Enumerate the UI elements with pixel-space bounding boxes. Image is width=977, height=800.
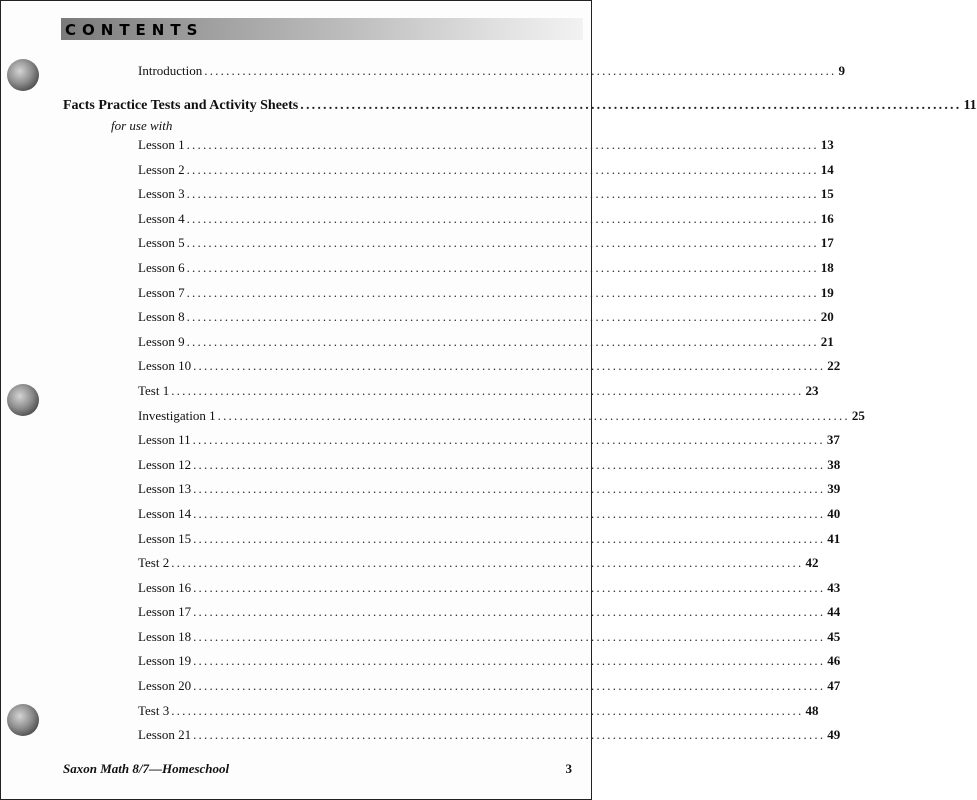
dot-leader: .................................................................................................................... [193, 579, 826, 595]
toc-entry-label: Lesson 5 [138, 235, 185, 251]
toc-entry-label: Lesson 14 [138, 505, 192, 521]
dot-leader: .................................................................................................................... [193, 628, 826, 644]
toc-entry-page: 47 [827, 678, 841, 694]
toc-entry-label: Lesson 10 [138, 358, 192, 374]
dot-leader: .................................................................................................................... [300, 98, 962, 113]
toc-entry-label: Lesson 17 [138, 604, 192, 620]
toc-entry-page: 42 [805, 555, 819, 571]
contents-heading: CONTENTS [65, 21, 204, 39]
toc-entry [138, 604, 841, 629]
toc-entry-page: 17 [820, 235, 834, 251]
toc-entry [138, 161, 834, 187]
toc-entry-label: Lesson 4 [138, 210, 185, 226]
dot-leader: .................................................................................................................... [186, 284, 819, 300]
toc-entry-label: Lesson 6 [138, 259, 185, 275]
toc-entry-label: Introduction [138, 63, 203, 78]
toc-entry-page: 38 [827, 456, 841, 472]
dot-leader: .................................................................................................................... [193, 604, 826, 620]
toc-entry [138, 432, 840, 457]
dot-leader: .................................................................................................................... [193, 456, 826, 472]
dot-leader: .................................................................................................................... [171, 702, 804, 718]
toc-entry-label: Lesson 2 [138, 161, 185, 177]
toc-entry [138, 653, 841, 678]
toc-entry [138, 358, 841, 383]
toc-entry [138, 235, 834, 260]
toc-entry-label: Lesson 12 [138, 456, 192, 472]
toc-entry [138, 628, 841, 654]
toc-entry-page: 44 [827, 604, 841, 620]
binder-hole-icon [7, 704, 39, 736]
dot-leader: .................................................................................................................... [186, 137, 819, 152]
toc-entry-page: 20 [820, 309, 834, 325]
toc-entry-label: Lesson 15 [138, 530, 192, 546]
dot-leader: .................................................................................................................... [186, 186, 819, 202]
toc-entry-page: 43 [827, 579, 841, 595]
toc-entry-label: Lesson 8 [138, 309, 185, 325]
toc-entry [138, 382, 819, 408]
section-title: Facts Practice Tests and Activity Sheets [63, 98, 299, 113]
toc-entry-page: 19 [820, 284, 834, 300]
toc-entry-label: Lesson 9 [138, 333, 185, 349]
binder-hole-icon [7, 59, 39, 91]
toc-entry-page: 21 [820, 333, 834, 349]
toc-entry-page: 25 [851, 407, 865, 423]
toc-entry-page: 23 [805, 382, 819, 398]
toc-entry-label: Investigation 1 [138, 407, 216, 423]
toc-entry-page: 45 [827, 628, 841, 644]
toc-entry-page: 14 [820, 161, 834, 177]
toc-entry [138, 702, 819, 728]
toc-entry [138, 210, 834, 236]
toc-entry-page: 37 [826, 432, 840, 448]
toc-entry [138, 530, 841, 556]
toc-entry [138, 678, 841, 703]
toc-entry-label: Lesson 11 [138, 432, 191, 448]
toc-entry [138, 505, 841, 531]
toc-entry-label: Lesson 3 [138, 186, 185, 202]
dot-leader: .................................................................................................................... [186, 259, 819, 275]
dot-leader: .................................................................................................................... [193, 481, 826, 497]
footer-page-number: 3 [565, 761, 572, 776]
dot-leader: .................................................................................................................... [186, 309, 819, 325]
toc-entry-label: Lesson 18 [138, 628, 192, 644]
toc-entry-page: 16 [820, 210, 834, 226]
toc-entry-label: Lesson 21 [138, 727, 192, 743]
toc-entry-page: 46 [827, 653, 841, 669]
toc-entry [138, 727, 841, 752]
section-subheading: for use with [111, 118, 173, 133]
dot-leader: .................................................................................................................... [192, 432, 825, 448]
toc-entry [138, 579, 841, 605]
dot-leader: .................................................................................................................... [186, 333, 819, 349]
toc-entry [138, 284, 834, 310]
dot-leader: .................................................................................................................... [171, 555, 804, 571]
dot-leader: .................................................................................................................... [204, 63, 837, 78]
footer-book-title: Saxon Math 8/7—Homeschool [63, 761, 230, 776]
toc-entry [138, 137, 834, 162]
toc-entry-label: Test 3 [138, 702, 170, 718]
toc-entry-page: 18 [820, 259, 834, 275]
toc-entry-label: Lesson 1 [138, 137, 185, 152]
toc-entry [138, 555, 819, 580]
toc-entry-page: 39 [827, 481, 841, 497]
toc-entry-label: Test 2 [138, 555, 170, 571]
toc-entry [138, 456, 841, 482]
toc-entry-page: 22 [827, 358, 841, 374]
dot-leader: .................................................................................................................... [186, 210, 819, 226]
binder-hole-icon [7, 384, 39, 416]
toc-entry [138, 407, 865, 433]
toc-entry [138, 309, 834, 334]
toc-entry-page: 15 [820, 186, 834, 202]
toc-entry-label: Lesson 19 [138, 653, 192, 669]
dot-leader: .................................................................................................................... [193, 530, 826, 546]
dot-leader: .................................................................................................................... [193, 653, 826, 669]
toc-entry [138, 259, 834, 285]
dot-leader: .................................................................................................................... [193, 505, 826, 521]
dot-leader: .................................................................................................................... [171, 382, 804, 398]
dot-leader: .................................................................................................................... [186, 161, 819, 177]
toc-entry-page: 9 [838, 63, 845, 78]
section-page: 11 [963, 98, 977, 113]
toc-entry [138, 481, 841, 506]
toc-entry [138, 333, 834, 359]
toc-entry-page: 40 [827, 505, 841, 521]
toc-entry-label: Lesson 20 [138, 678, 192, 694]
toc-entry-page: 48 [805, 702, 819, 718]
toc-entry-page: 41 [827, 530, 841, 546]
dot-leader: .................................................................................................................... [193, 358, 826, 374]
toc-entry-label: Lesson 7 [138, 284, 185, 300]
toc-section-heading [63, 98, 977, 114]
toc-entry-page: 49 [827, 727, 841, 743]
dot-leader: .................................................................................................................... [217, 407, 850, 423]
toc-entry-page: 13 [820, 137, 834, 152]
toc-entry-list [138, 137, 865, 752]
toc-entry [138, 186, 834, 211]
toc-entry-label: Lesson 13 [138, 481, 192, 497]
dot-leader: .................................................................................................................... [186, 235, 819, 251]
toc-entry-label: Test 1 [138, 382, 170, 398]
dot-leader: .................................................................................................................... [193, 678, 826, 694]
toc-entry-label: Lesson 16 [138, 579, 192, 595]
dot-leader: .................................................................................................................... [193, 727, 826, 743]
toc-entry-introduction [138, 63, 845, 79]
